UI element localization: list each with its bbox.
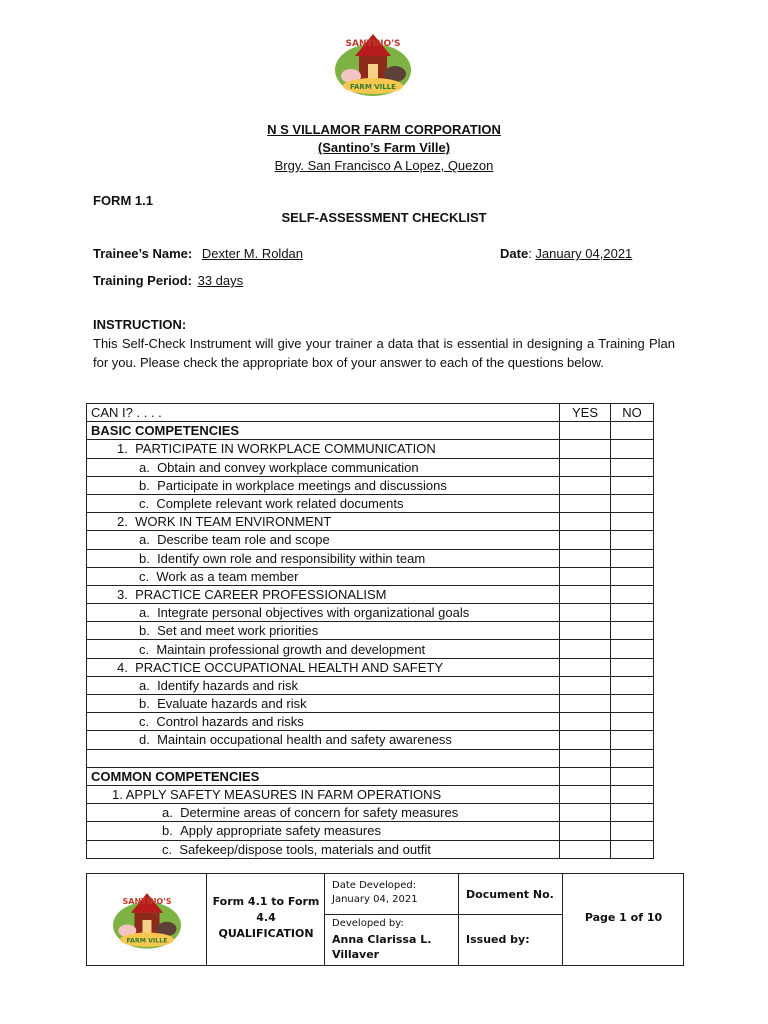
table-row — [87, 531, 654, 549]
company-address: Brgy. San Francisco A Lopez, Quezon — [274, 158, 494, 173]
competency-item: b. Participate in workplace meetings and discussions — [87, 476, 560, 494]
yes-checkbox[interactable] — [560, 622, 611, 640]
no-checkbox[interactable] — [611, 749, 654, 767]
competency-item: a. Obtain and convey workplace communication — [87, 458, 560, 476]
yes-checkbox[interactable] — [560, 549, 611, 567]
no-checkbox[interactable] — [611, 585, 654, 603]
date-label: Date — [500, 246, 529, 261]
yes-checkbox[interactable] — [560, 513, 611, 531]
footer-date-developed-value: January 04, 2021 — [332, 894, 418, 905]
santinos-farm-ville-logo — [329, 26, 417, 102]
competency-item: c. Complete relevant work related documents — [87, 494, 560, 512]
section-heading: COMMON COMPETENCIES — [87, 767, 560, 785]
footer-dev-cell — [324, 874, 459, 965]
no-checkbox[interactable] — [611, 513, 654, 531]
no-checkbox[interactable] — [611, 476, 654, 494]
yes-checkbox[interactable] — [560, 658, 611, 676]
no-checkbox[interactable] — [611, 695, 654, 713]
section-heading: BASIC COMPETENCIES — [87, 422, 560, 440]
competency-item: b. Identify own role and responsibility within team — [87, 549, 560, 567]
table-row — [87, 749, 654, 767]
yes-checkbox[interactable] — [560, 476, 611, 494]
no-checkbox[interactable] — [611, 604, 654, 622]
competency-item: c. Control hazards and risks — [87, 713, 560, 731]
footer-dev-by-label: Developed by: — [332, 918, 404, 929]
footer-page-cell — [562, 874, 684, 965]
table-row — [87, 822, 654, 840]
no-checkbox[interactable] — [611, 822, 654, 840]
date-row: Date: January 04,2021 — [500, 246, 633, 261]
table-header-row — [87, 404, 654, 422]
table-row — [87, 804, 654, 822]
table-row — [87, 785, 654, 803]
competency-item: 1. APPLY SAFETY MEASURES IN FARM OPERATIONS — [87, 785, 560, 803]
table-row — [87, 676, 654, 694]
no-checkbox[interactable] — [611, 676, 654, 694]
competency-item: d. Maintain occupational health and safety awareness — [87, 731, 560, 749]
no-checkbox[interactable] — [611, 840, 654, 858]
date-value: January 04,2021 — [535, 246, 633, 261]
competency-item: b. Set and meet work priorities — [87, 622, 560, 640]
yes-checkbox[interactable] — [560, 822, 611, 840]
table-row — [87, 840, 654, 858]
competency-item: a. Determine areas of concern for safety measures — [87, 804, 560, 822]
yes-checkbox[interactable] — [560, 531, 611, 549]
no-checkbox[interactable] — [611, 567, 654, 585]
table-row — [87, 549, 654, 567]
footer-divider-2 — [459, 914, 563, 915]
no-checkbox[interactable] — [611, 440, 654, 458]
competency-item: c. Work as a team member — [87, 567, 560, 585]
no-checkbox[interactable] — [611, 658, 654, 676]
competency-checklist-table — [86, 403, 654, 859]
no-checkbox[interactable] — [611, 785, 654, 803]
company-subtitle: (Santino’s Farm Ville) — [317, 140, 451, 155]
trainee-name-value: Dexter M. Roldan — [201, 246, 304, 261]
yes-checkbox[interactable] — [560, 785, 611, 803]
table-row — [87, 695, 654, 713]
competency-item: c. Safekeep/dispose tools, materials and outfit — [87, 840, 560, 858]
competency-item: 3. PRACTICE CAREER PROFESSIONALISM — [87, 585, 560, 603]
yes-checkbox[interactable] — [560, 767, 611, 785]
no-checkbox[interactable] — [611, 731, 654, 749]
yes-checkbox[interactable] — [560, 749, 611, 767]
competency-item: b. Evaluate hazards and risk — [87, 695, 560, 713]
footer-divider — [325, 914, 459, 915]
table-row — [87, 494, 654, 512]
yes-checkbox[interactable] — [560, 676, 611, 694]
table-row — [87, 658, 654, 676]
footer-issued-by-label: Issued by: — [466, 933, 530, 946]
footer-form-cell — [206, 874, 325, 965]
column-header-yes: YES — [560, 404, 611, 422]
footer-date-developed-label: Date Developed: — [332, 880, 417, 891]
yes-checkbox[interactable] — [560, 804, 611, 822]
footer-logo — [107, 886, 187, 954]
trainee-row — [93, 246, 303, 261]
yes-checkbox[interactable] — [560, 713, 611, 731]
no-checkbox[interactable] — [611, 422, 654, 440]
competency-item: c. Maintain professional growth and development — [87, 640, 560, 658]
document-footer — [86, 873, 684, 966]
table-row — [87, 622, 654, 640]
table-row — [87, 767, 654, 785]
logo-bottom-text: FARM VILLE — [350, 83, 396, 91]
yes-checkbox[interactable] — [560, 695, 611, 713]
competency-item: 1. PARTICIPATE IN WORKPLACE COMMUNICATION — [87, 440, 560, 458]
no-checkbox[interactable] — [611, 549, 654, 567]
column-header-no: NO — [611, 404, 654, 422]
yes-checkbox[interactable] — [560, 840, 611, 858]
competency-item — [87, 749, 560, 767]
table-row — [87, 640, 654, 658]
yes-checkbox[interactable] — [560, 731, 611, 749]
competency-item: b. Apply appropriate safety measures — [87, 822, 560, 840]
yes-checkbox[interactable] — [560, 458, 611, 476]
company-name: N S VILLAMOR FARM CORPORATION — [267, 122, 501, 137]
no-checkbox[interactable] — [611, 713, 654, 731]
footer-logo-bottom-text: FARM VILLE — [126, 937, 168, 945]
form-title: SELF-ASSESSMENT CHECKLIST — [281, 210, 487, 225]
table-row — [87, 458, 654, 476]
yes-checkbox[interactable] — [560, 567, 611, 585]
footer-page-number: Page 1 of 10 — [584, 911, 663, 924]
table-row — [87, 440, 654, 458]
table-row — [87, 585, 654, 603]
no-checkbox[interactable] — [611, 640, 654, 658]
table-row — [87, 422, 654, 440]
form-number: FORM 1.1 — [93, 193, 153, 208]
footer-form-range: Form 4.1 to Form 4.4 — [212, 895, 320, 924]
footer-logo-top-text: SANTINO'S — [122, 896, 172, 906]
table-row — [87, 476, 654, 494]
yes-checkbox[interactable] — [560, 585, 611, 603]
table-row — [87, 713, 654, 731]
training-period-value: 33 days — [197, 273, 244, 288]
column-header-question: CAN I? . . . . — [87, 404, 560, 422]
table-row — [87, 513, 654, 531]
no-checkbox[interactable] — [611, 458, 654, 476]
table-row — [87, 604, 654, 622]
footer-dev-by-value: Anna Clarissa L. Villaver — [332, 933, 432, 961]
footer-document-no-label: Document No. — [466, 888, 554, 901]
competency-item: a. Integrate personal objectives with organizational goals — [87, 604, 560, 622]
no-checkbox[interactable] — [611, 531, 654, 549]
competency-item: 2. WORK IN TEAM ENVIRONMENT — [87, 513, 560, 531]
competency-item: a. Describe team role and scope — [87, 531, 560, 549]
table-row — [87, 731, 654, 749]
training-period-label: Training Period: — [93, 273, 192, 288]
competency-item: a. Identify hazards and risk — [87, 676, 560, 694]
footer-date-dev-block — [332, 879, 418, 907]
table-row — [87, 567, 654, 585]
footer-qualification: QUALIFICATION — [218, 927, 314, 940]
yes-checkbox[interactable] — [560, 640, 611, 658]
no-checkbox[interactable] — [611, 767, 654, 785]
yes-checkbox[interactable] — [560, 422, 611, 440]
yes-checkbox[interactable] — [560, 440, 611, 458]
trainee-name-label: Trainee’s Name: — [93, 246, 193, 261]
instruction-heading: INSTRUCTION: — [93, 317, 187, 332]
yes-checkbox[interactable] — [560, 494, 611, 512]
instruction-text: This Self-Check Instrument will give your trainer a data that is essential in designing a Training Plan for you. Please check the appropriate box of your answer to each of the questions below. — [93, 336, 675, 370]
no-checkbox[interactable] — [611, 804, 654, 822]
no-checkbox[interactable] — [611, 494, 654, 512]
footer-doc-cell — [458, 874, 563, 965]
competency-item: 4. PRACTICE OCCUPATIONAL HEALTH AND SAFETY — [87, 658, 560, 676]
yes-checkbox[interactable] — [560, 604, 611, 622]
training-period-row — [93, 273, 243, 288]
logo-top-text: SANTINO'S — [345, 39, 401, 49]
no-checkbox[interactable] — [611, 622, 654, 640]
